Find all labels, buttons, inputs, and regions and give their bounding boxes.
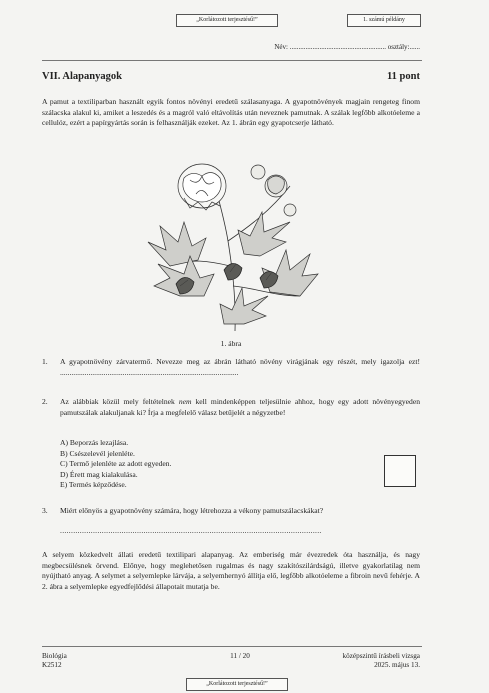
figure-caption: 1. ábra xyxy=(220,339,242,348)
question-2 xyxy=(42,397,420,418)
question-1 xyxy=(42,357,420,378)
option-b: B) Csészelevél jelenléte. xyxy=(60,448,135,458)
question-text: Miért előnyös a gyapotnövény számára, hogy létrehozza a vékony pamutszálacskákat? xyxy=(60,506,324,515)
footer-date: 2025. május 13. xyxy=(374,661,420,669)
silk-paragraph: A selyem közkedvelt állati eredetű textilipari alapanyag. Az emberiség már évezredek óta használja, és nagy megbecsülésnek örvend. Előnye, hogy meglehetősen rugalmas és nagy szakítószilárdságú, illetve gyakorlatilag nem nyújtható anyag. A selymet a selyemlepke lárvája, a selyemhernyó állítja elő, legfőbb alkotóeleme a fibroin nevű fehérje. A 2. ábra a selyemlepke egyedfejlődési állapotait mutatja be. xyxy=(42,550,420,591)
restricted-distribution-label: „Korlátozott terjesztésű!” xyxy=(176,14,278,27)
option-a: A) Beporzás lezajlása. xyxy=(60,438,129,447)
option-e: E) Termés képződése. xyxy=(60,480,127,490)
footer-divider xyxy=(42,646,422,647)
question-number: 3. xyxy=(42,506,48,515)
question-text: A gyapotnövény zárvatermő. Nevezze meg az ábrán látható növény virágjának egy részét, mely igazolja ezt! .............................................................................................. xyxy=(60,357,420,377)
answer-options xyxy=(60,438,172,491)
footer-left xyxy=(42,652,67,670)
option-d: D) Érett mag kialakulása. xyxy=(60,469,138,479)
footer-exam: középszintű írásbeli vizsga xyxy=(342,652,420,660)
answer-box[interactable] xyxy=(384,455,416,487)
question-text: Az alábbiak közül mely feltételnek nem kell mindenképpen teljesülnie ahhoz, hogy egy adott növényegyeden pamutszálak alakuljanak ki? Írja a megfelelő válasz betűjelét a négyzetbe! xyxy=(60,397,420,417)
restricted-distribution-label-bottom: „Korlátozott terjesztésű!” xyxy=(186,678,288,691)
option-c: C) Termő jelenléte az adott egyeden. xyxy=(60,459,172,469)
footer-subject: Biológia xyxy=(42,652,67,660)
question-3 xyxy=(42,506,420,536)
section-points: 11 pont xyxy=(387,71,420,82)
question-number: 1. xyxy=(42,357,48,366)
intro-paragraph: A pamut a textiliparban használt egyik fontos növényi eredetű szálasanyaga. A gyapotnövények magjain rengeteg finom szálacska alakul ki, amiket a leszedés és a magról való eltávolítás után neveznek pamutnak. A szálak legfőbb alkotóeleme a cellulóz, ezért a papírgyártás során is felhasználják ezeket. Az 1. ábrán egy gyapotcserje látható. xyxy=(42,97,420,127)
section-title: VII. Alapanyagok xyxy=(42,71,122,82)
emphasis-not: nem xyxy=(178,397,192,406)
answer-line[interactable]: ....................................................................................................................... xyxy=(60,525,322,535)
question-number: 2. xyxy=(42,397,48,406)
name-class-line: Név: ....................................................... osztály:...... xyxy=(274,43,420,51)
copy-number-label: 1. számú példány xyxy=(347,14,421,27)
header-divider xyxy=(42,60,422,61)
footer-code: K2512 xyxy=(42,661,62,669)
cotton-plant-illustration xyxy=(140,146,320,332)
footer-right xyxy=(300,652,420,670)
page-number: 11 / 20 xyxy=(230,652,250,660)
